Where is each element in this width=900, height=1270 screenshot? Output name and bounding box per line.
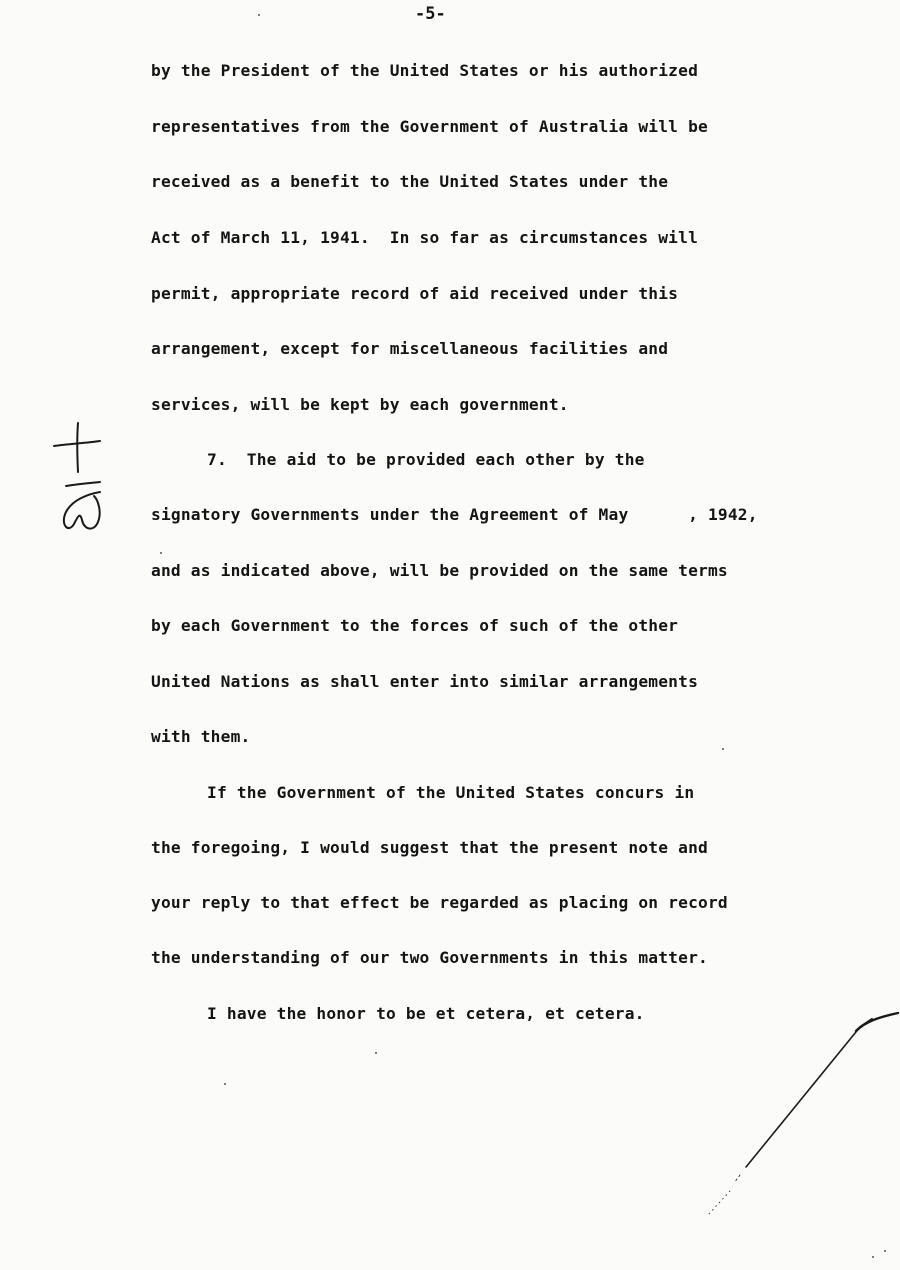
scan-speck: [258, 14, 260, 16]
body-line-10: and as indicated above, will be provided on the same terms: [151, 561, 728, 580]
body-line-9: signatory Governments under the Agreement of May , 1942,: [151, 505, 758, 524]
closing-paragraph-first-line: If the Government of the United States concurs in: [207, 783, 695, 802]
body-line-15: the foregoing, I would suggest that the present note and: [151, 838, 708, 857]
scan-speck: [722, 748, 724, 750]
scan-speck: [872, 1256, 874, 1258]
paragraph-7-first-line: 7. The aid to be provided each other by the: [207, 450, 645, 469]
body-line-13: with them.: [151, 727, 251, 746]
complimentary-close: I have the honor to be et cetera, et cetera.: [207, 1004, 645, 1023]
handwritten-margin-note: [48, 420, 108, 550]
scan-speck: [884, 1250, 886, 1252]
body-line-17: the understanding of our two Governments in this matter.: [151, 948, 708, 967]
body-line-5: permit, appropriate record of aid received under this: [151, 284, 679, 303]
pen-stroke-mark: [700, 1005, 900, 1220]
body-line-11: by each Government to the forces of such of the other: [151, 616, 679, 635]
scan-speck: [224, 1083, 226, 1085]
scan-speck: [375, 1052, 377, 1054]
body-line-12: United Nations as shall enter into similar arrangements: [151, 672, 699, 691]
body-line-7: services, will be kept by each government.: [151, 395, 569, 414]
scan-speck: [160, 552, 162, 554]
body-line-6: arrangement, except for miscellaneous facilities and: [151, 339, 669, 358]
body-line-1: by the President of the United States or his authorized: [151, 61, 699, 80]
body-line-4: Act of March 11, 1941. In so far as circumstances will: [151, 228, 699, 247]
body-line-16: your reply to that effect be regarded as placing on record: [151, 893, 728, 912]
body-line-2: representatives from the Government of Australia will be: [151, 117, 708, 136]
page-number: -5-: [415, 4, 446, 24]
body-line-3: received as a benefit to the United States under the: [151, 172, 669, 191]
